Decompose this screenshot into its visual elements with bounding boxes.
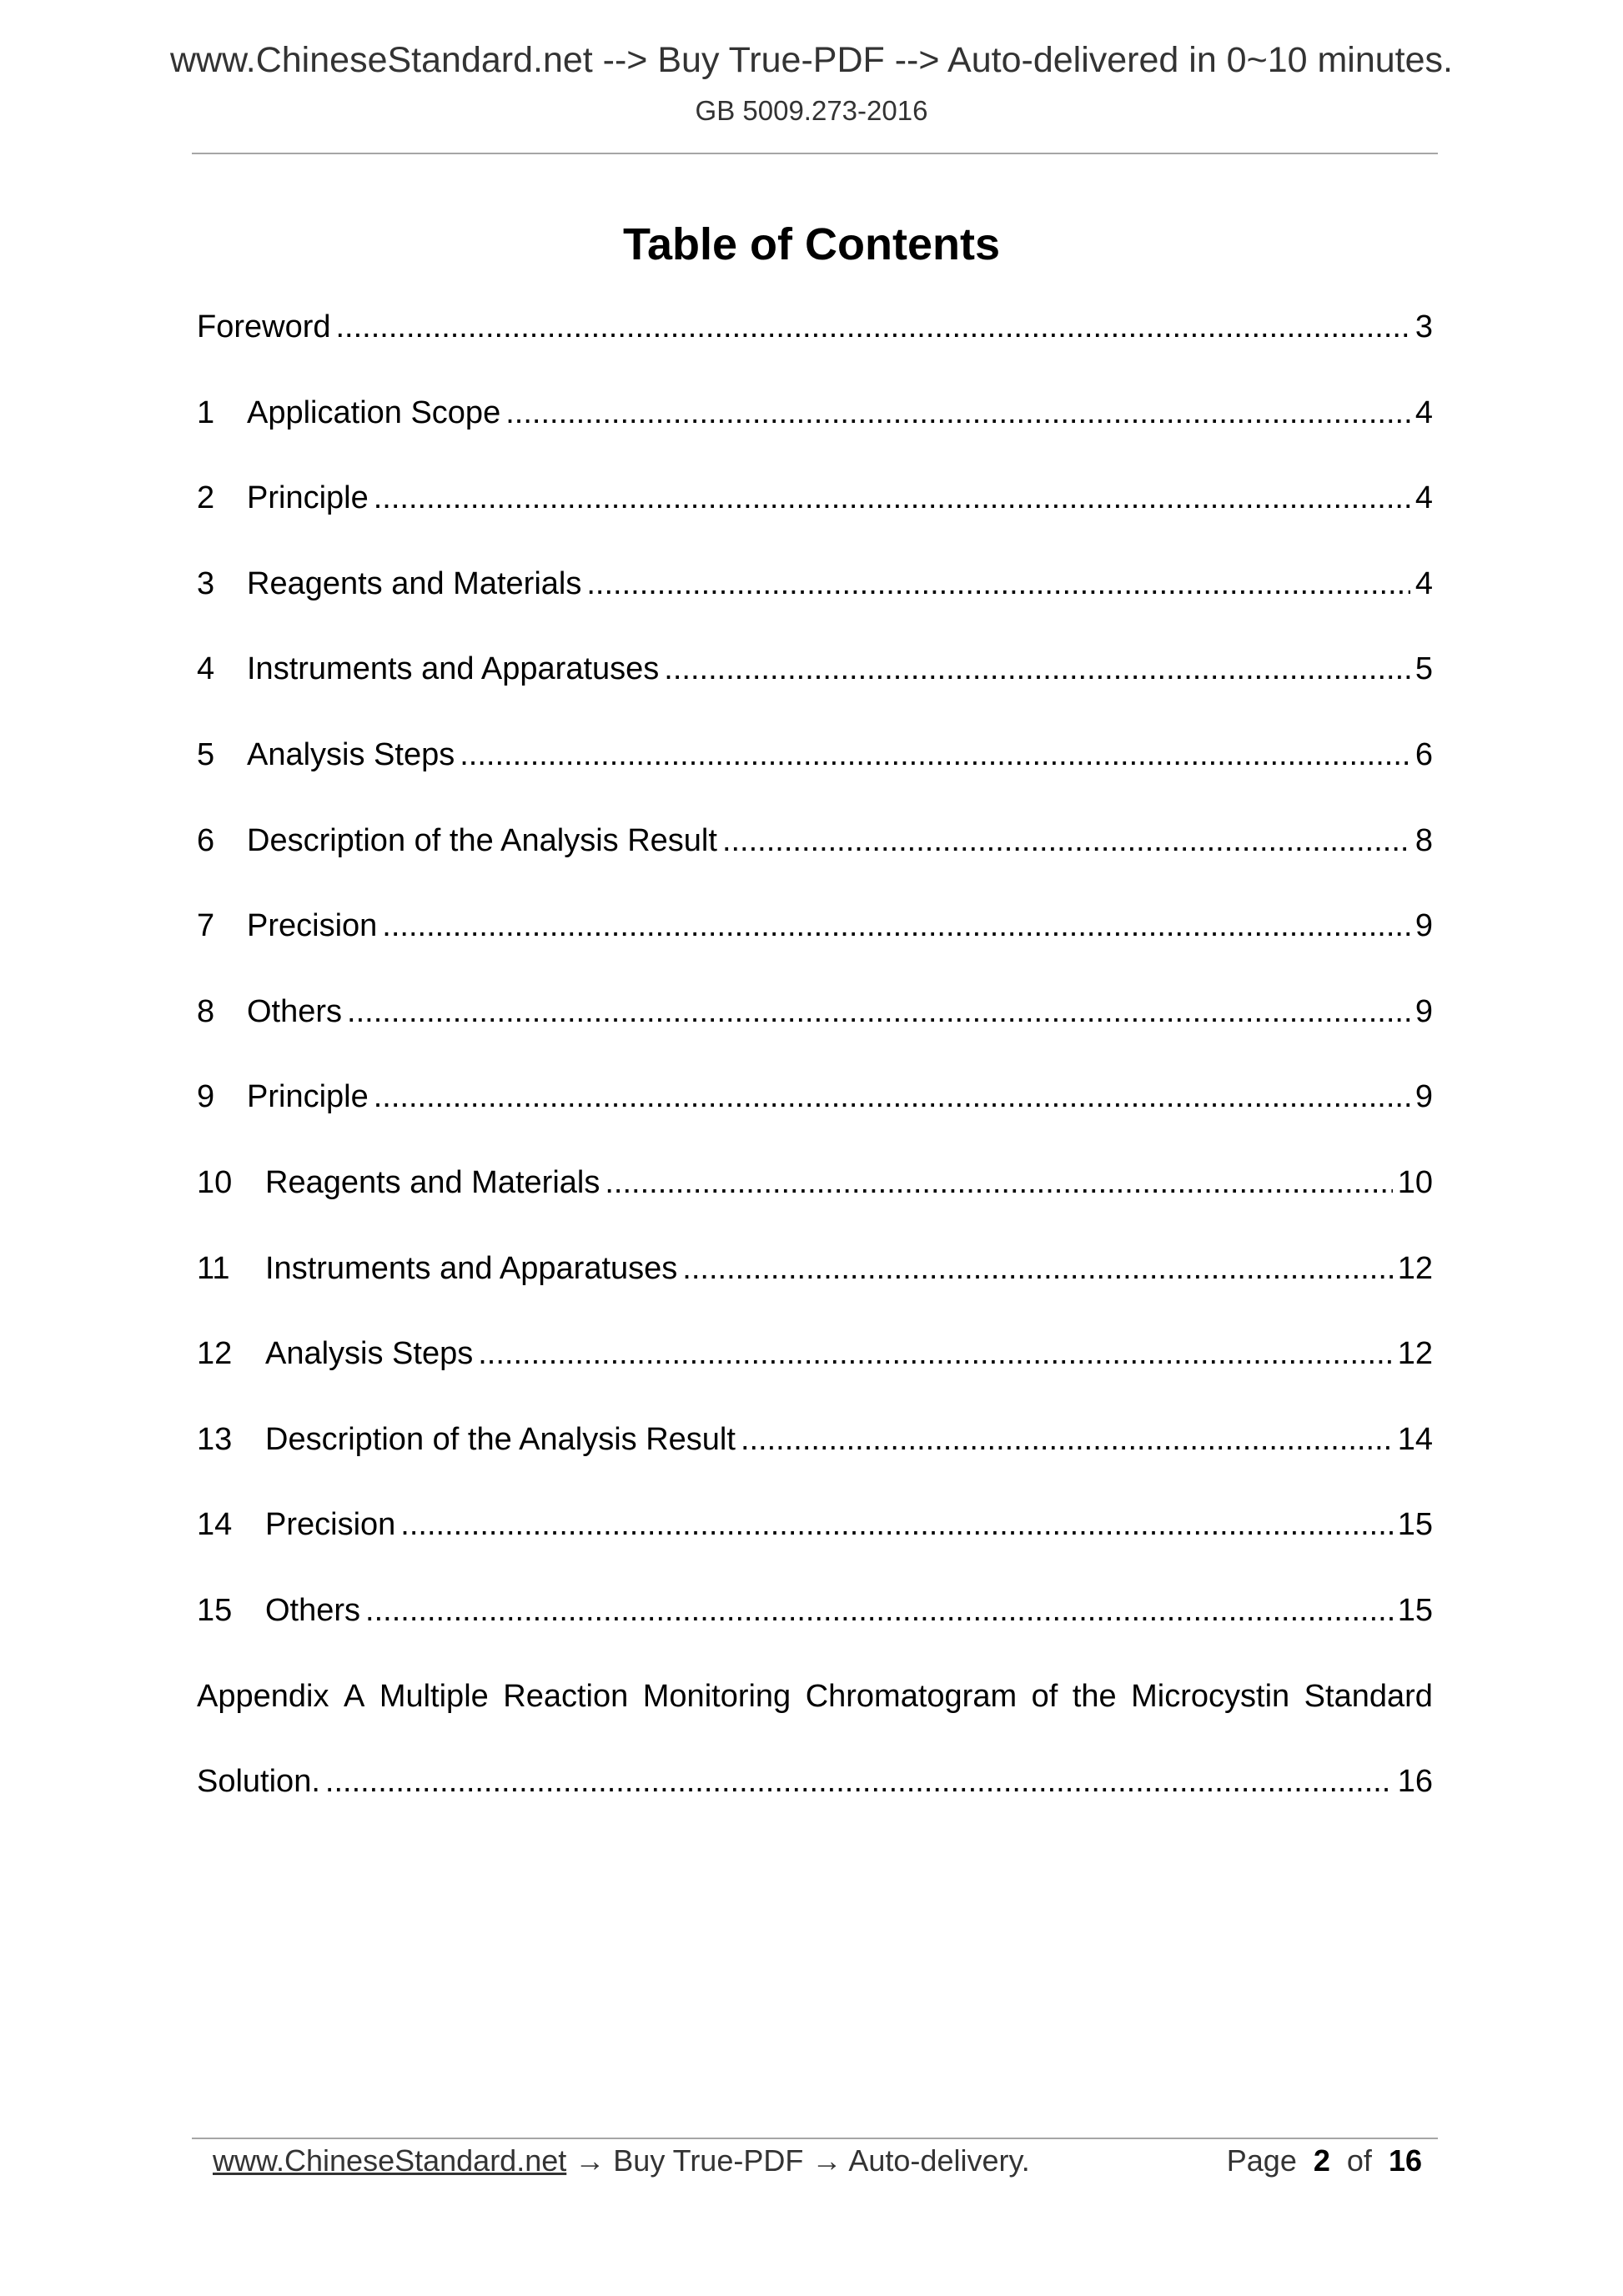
toc-leader-dots <box>682 1251 1392 1287</box>
toc-leader-dots <box>664 651 1410 687</box>
toc-entry[interactable] <box>197 651 1433 737</box>
toc-entry-number: 6 <box>197 822 215 858</box>
footer-buy-text: Buy True-PDF <box>613 2143 804 2178</box>
header-banner: www.ChineseStandard.net --> Buy True-PDF --> Auto-delivered in 0~10 minutes. <box>169 40 1453 80</box>
toc-entry-number: 7 <box>197 908 215 944</box>
footer-auto-text: Auto-delivery. <box>848 2143 1030 2178</box>
toc-entry[interactable] <box>197 994 1433 1080</box>
toc-entry[interactable] <box>197 309 1433 395</box>
toc-entry-label: Instruments and Apparatuses <box>247 651 660 687</box>
toc-leader-dots <box>722 823 1410 859</box>
toc-entry-page: 9 <box>1414 908 1433 944</box>
toc-entry-label: Solution. <box>197 1764 320 1800</box>
toc-entry-label: Description of the Analysis Result <box>247 822 717 858</box>
toc-leader-dots <box>365 1593 1393 1629</box>
page-current: 2 <box>1313 2143 1330 2178</box>
toc-entry[interactable] <box>197 1507 1433 1593</box>
toc-entry-number: 11 <box>197 1250 230 1286</box>
toc-entry-page: 14 <box>1397 1421 1433 1457</box>
footer <box>213 2143 1422 2185</box>
toc-entry-page: 9 <box>1414 993 1433 1029</box>
toc-entry-number: 1 <box>197 394 215 430</box>
footer-divider <box>192 2138 1438 2139</box>
toc-leader-dots <box>347 994 1410 1030</box>
page-word: Page <box>1226 2143 1297 2178</box>
document-id: GB 5009.273-2016 <box>695 95 928 126</box>
toc-leader-dots <box>478 1336 1392 1372</box>
appendix-word: A <box>343 1678 365 1714</box>
appendix-word: Reaction <box>503 1678 629 1714</box>
toc-entry-label: Foreword <box>197 309 331 344</box>
toc-entry-label: Reagents and Materials <box>265 1164 600 1200</box>
toc-entry-page: 16 <box>1397 1764 1433 1800</box>
toc-entry[interactable] <box>197 823 1433 909</box>
toc-entry-page: 9 <box>1414 1079 1433 1115</box>
toc-leader-dots <box>586 566 1410 602</box>
toc-entry-label: Precision <box>265 1507 396 1543</box>
appendix-word: Appendix <box>197 1678 329 1714</box>
toc-entry-number: 5 <box>197 736 215 772</box>
toc-entry[interactable] <box>197 1422 1433 1508</box>
toc-entry[interactable] <box>197 1593 1433 1679</box>
toc-entry-page: 3 <box>1414 309 1433 344</box>
toc-entry[interactable] <box>197 1165 1433 1251</box>
toc-entry-number: 15 <box>197 1592 233 1628</box>
table-of-contents <box>197 309 1433 1850</box>
toc-entry-appendix[interactable] <box>197 1764 1433 1850</box>
toc-entry-page: 4 <box>1414 394 1433 430</box>
arrow-right-icon: → <box>812 2143 842 2178</box>
toc-entry-page: 5 <box>1414 651 1433 687</box>
toc-entry-number: 12 <box>197 1336 233 1372</box>
of-word: of <box>1346 2143 1372 2178</box>
toc-entry[interactable] <box>197 480 1433 566</box>
toc-entry-number: 9 <box>197 1079 215 1115</box>
toc-entry-label: Instruments and Apparatuses <box>265 1250 678 1286</box>
page-indicator <box>1227 2143 1422 2178</box>
toc-leader-dots <box>374 480 1410 516</box>
toc-leader-dots <box>741 1422 1393 1458</box>
appendix-word: Monitoring <box>642 1678 791 1714</box>
toc-leader-dots <box>605 1165 1392 1201</box>
toc-entry-label: Precision <box>247 908 378 944</box>
toc-leader-dots <box>374 1079 1410 1115</box>
toc-entry-label: Reagents and Materials <box>247 565 582 601</box>
toc-entry-page: 4 <box>1414 480 1433 516</box>
appendix-word: Multiple <box>379 1678 489 1714</box>
toc-leader-dots <box>336 309 1410 345</box>
toc-entry-number: 14 <box>197 1507 233 1543</box>
toc-entry[interactable] <box>197 1251 1433 1337</box>
toc-entry[interactable] <box>197 395 1433 481</box>
toc-leader-dots <box>382 908 1410 944</box>
toc-entry-number: 4 <box>197 651 215 687</box>
appendix-heading-line[interactable] <box>197 1679 1433 1765</box>
page-title: Table of Contents <box>623 219 1000 269</box>
appendix-word: Microcystin <box>1131 1678 1290 1714</box>
toc-entry-page: 10 <box>1397 1164 1433 1200</box>
toc-leader-dots <box>505 395 1410 431</box>
toc-entry-page: 4 <box>1414 565 1433 601</box>
toc-entry-label: Analysis Steps <box>247 736 455 772</box>
toc-leader-dots <box>460 737 1410 773</box>
appendix-word: Chromatogram <box>805 1678 1018 1714</box>
toc-entry-page: 15 <box>1397 1592 1433 1628</box>
toc-leader-dots <box>400 1507 1392 1543</box>
toc-entry-label: Application Scope <box>247 394 501 430</box>
footer-link[interactable]: www.ChineseStandard.net <box>213 2143 567 2178</box>
appendix-word: Standard <box>1304 1678 1433 1714</box>
arrow-right-icon: → <box>575 2143 605 2178</box>
toc-entry-page: 12 <box>1397 1250 1433 1286</box>
toc-leader-dots <box>325 1764 1393 1800</box>
toc-entry-label: Principle <box>247 480 369 516</box>
toc-entry[interactable] <box>197 737 1433 823</box>
toc-entry-label: Others <box>247 993 343 1029</box>
toc-entry-number: 3 <box>197 565 215 601</box>
toc-entry[interactable] <box>197 1079 1433 1165</box>
toc-entry-label: Description of the Analysis Result <box>265 1421 736 1457</box>
toc-entry-number: 8 <box>197 993 215 1029</box>
toc-entry-label: Analysis Steps <box>265 1336 474 1372</box>
toc-entry-number: 13 <box>197 1421 233 1457</box>
toc-entry-page: 8 <box>1414 822 1433 858</box>
toc-entry-label: Principle <box>247 1079 369 1115</box>
toc-entry-page: 6 <box>1414 736 1433 772</box>
toc-entry-number: 2 <box>197 480 215 516</box>
toc-entry[interactable] <box>197 908 1433 994</box>
toc-entry-page: 12 <box>1397 1336 1433 1372</box>
page-total: 16 <box>1388 2143 1422 2178</box>
toc-entry-label: Others <box>265 1592 361 1628</box>
appendix-word: of <box>1031 1678 1058 1714</box>
toc-entry[interactable] <box>197 566 1433 652</box>
toc-entry-number: 10 <box>197 1164 233 1200</box>
toc-entry-page: 15 <box>1397 1507 1433 1543</box>
appendix-word: the <box>1072 1678 1117 1714</box>
header-divider <box>192 153 1438 154</box>
toc-entry[interactable] <box>197 1336 1433 1422</box>
